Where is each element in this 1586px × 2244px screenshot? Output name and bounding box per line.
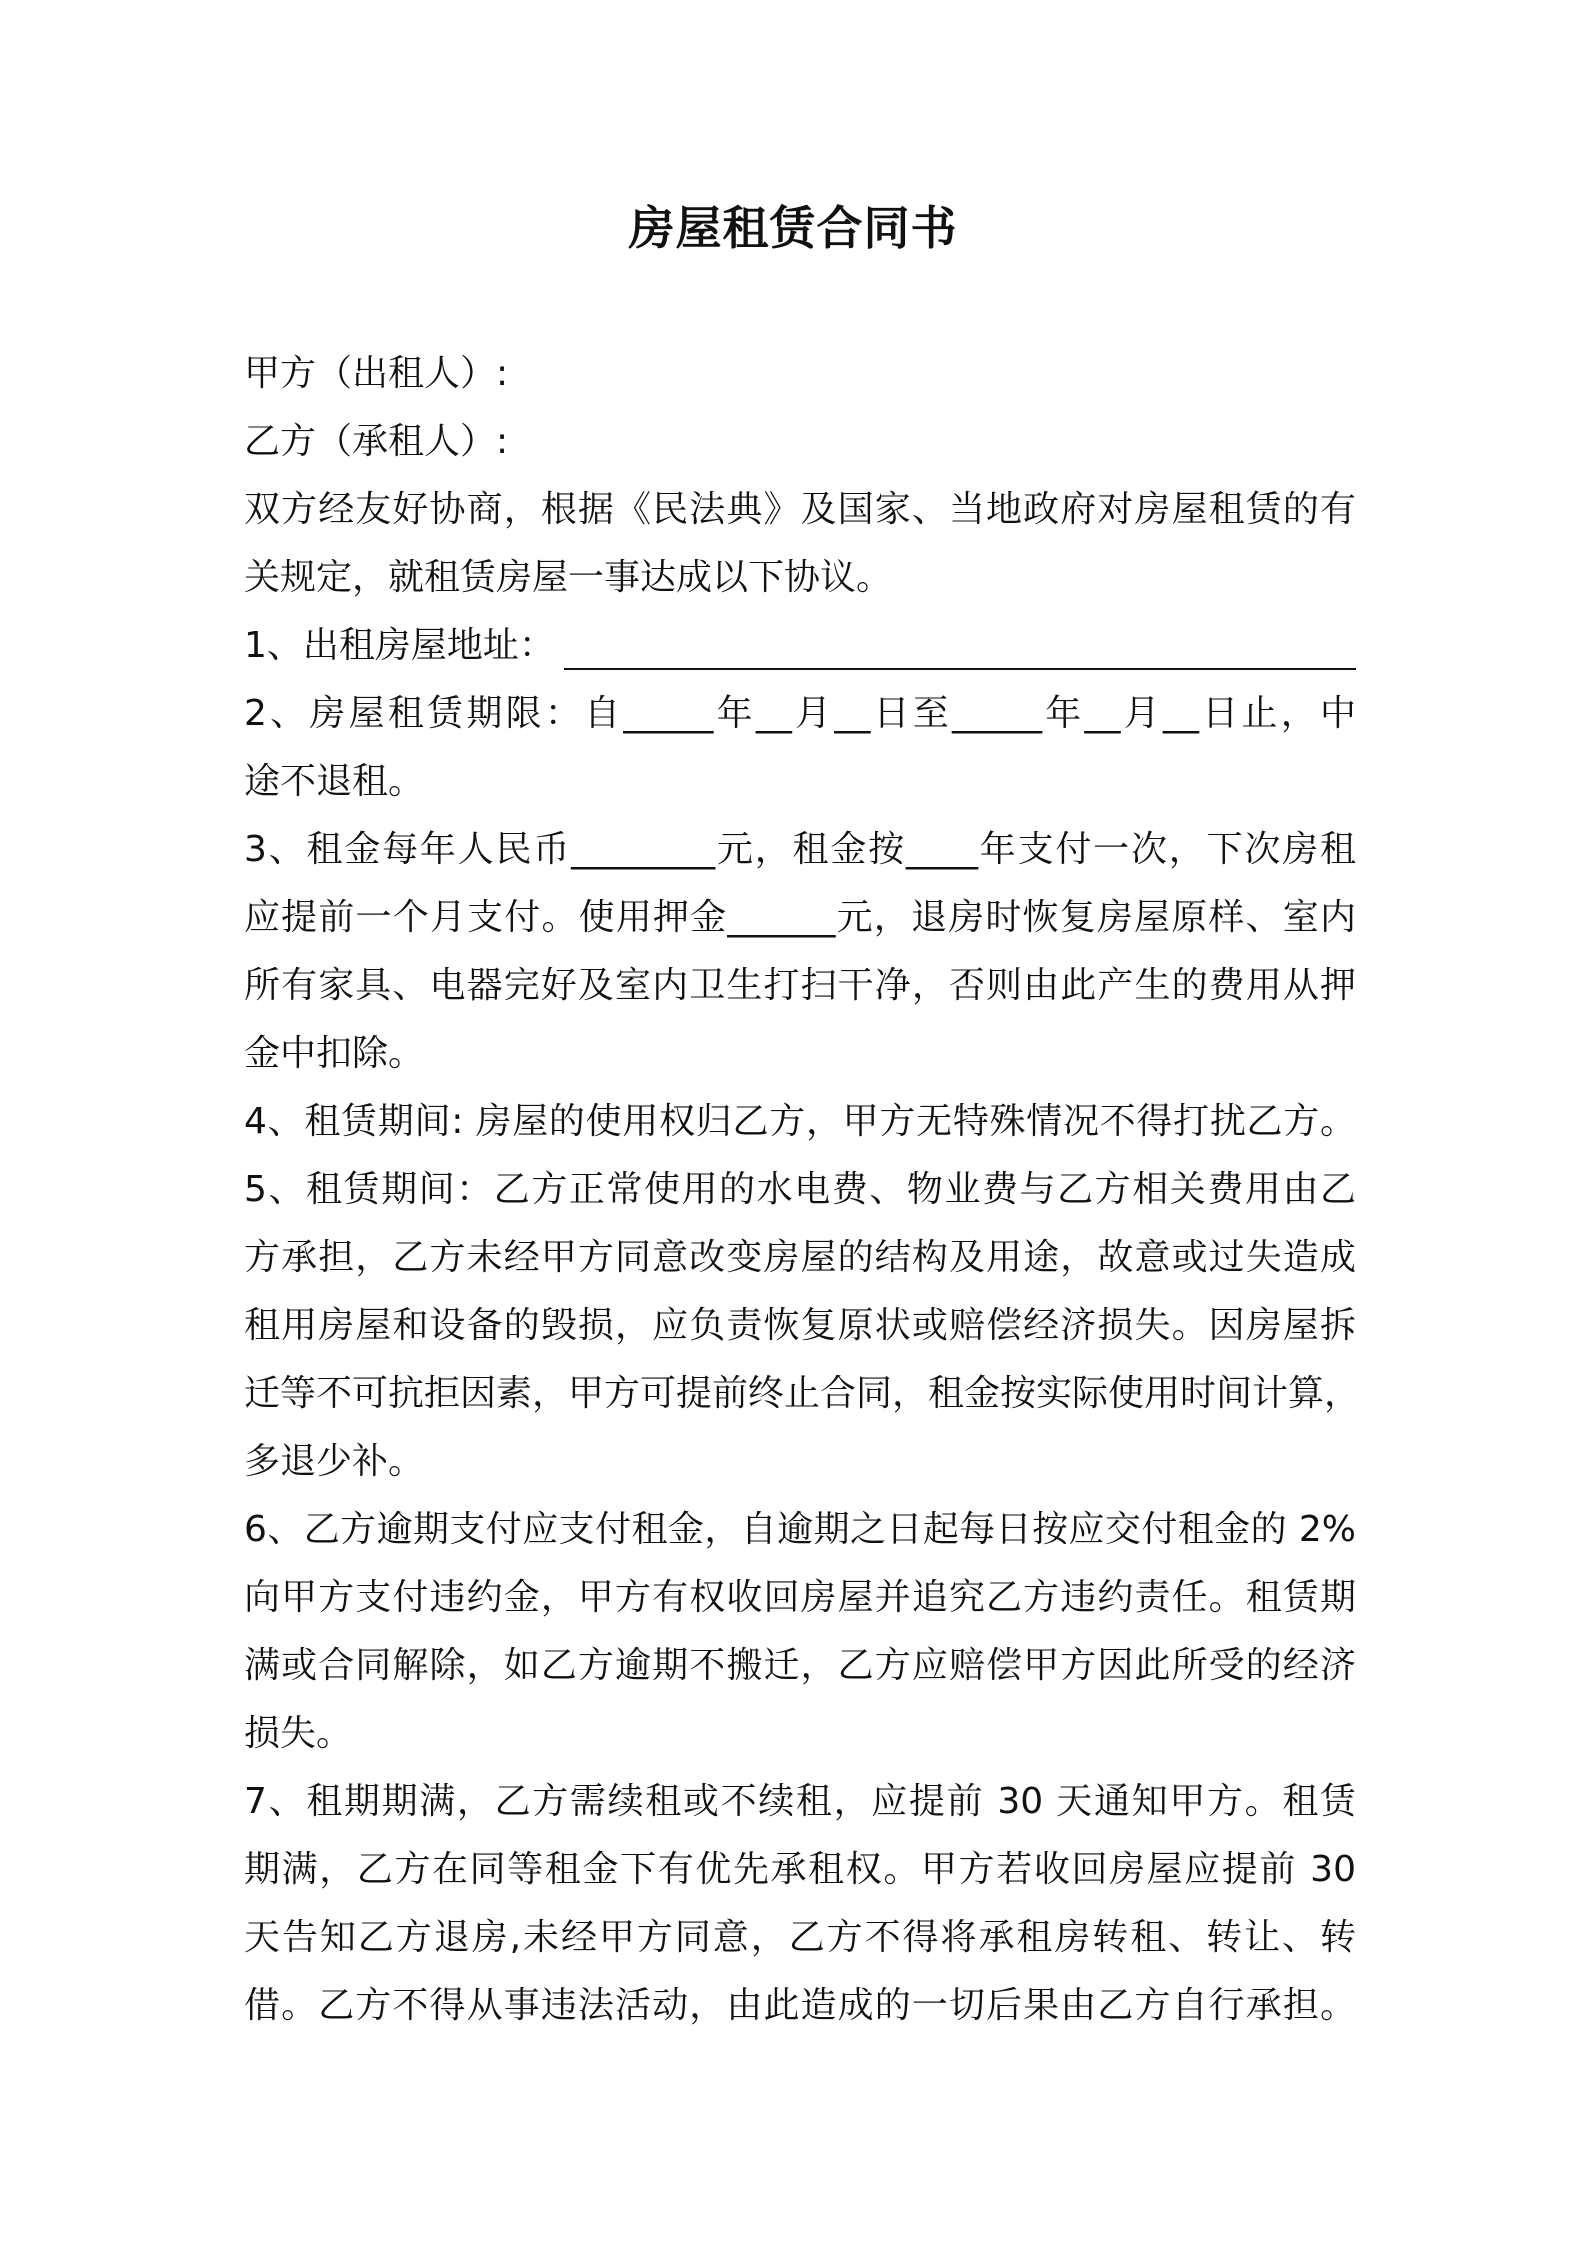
party-a-line: 甲方（出租人）: (244, 353, 509, 394)
clause-6-line-1: 6、乙方逾期支付应支付租金，自逾期之日起每日按应交付租金的 2% (244, 1509, 1356, 1550)
clause-5-line-3: 租用房屋和设备的毁损，应负责恢复原状或赔偿经济损失。因房屋拆 (244, 1305, 1356, 1346)
clause-3-line-2: 应提前一个月支付。使用押金______元，退房时恢复房屋原样、室内 (244, 897, 1356, 938)
clause-5-line-2: 方承担，乙方未经甲方同意改变房屋的结构及用途，故意或过失造成 (244, 1237, 1356, 1278)
clause-5-line-4: 迁等不可抗拒因素，甲方可提前终止合同，租金按实际使用时间计算， (244, 1373, 1361, 1414)
clause-3-line-1: 3、租金每年人民币________元，租金按____年支付一次，下次房租 (244, 829, 1356, 870)
clause-5-line-1: 5、租赁期间：乙方正常使用的水电费、物业费与乙方相关费用由乙 (244, 1169, 1356, 1210)
document-title: 房屋租赁合同书 (628, 201, 958, 255)
preamble-line-1: 双方经友好协商，根据《民法典》及国家、当地政府对房屋租赁的有 (244, 489, 1356, 530)
address-underline (564, 668, 1356, 670)
clause-7-line-4: 借。乙方不得从事违法活动，由此造成的一切后果由乙方自行承担。 (244, 1985, 1356, 2026)
clause-2-line-1: 2、房屋租赁期限：自_____年__月__日至_____年__月__日止，中 (244, 693, 1356, 734)
clause-7-line-2: 期满，乙方在同等租金下有优先承租权。甲方若收回房屋应提前 30 (244, 1849, 1356, 1890)
clause-4-line-1: 4、租赁期间: 房屋的使用权归乙方，甲方无特殊情况不得打扰乙方。 (244, 1101, 1356, 1142)
clause-6-line-3: 满或合同解除，如乙方逾期不搬迁，乙方应赔偿甲方因此所受的经济 (244, 1645, 1356, 1686)
clause-1-address-line (244, 612, 1356, 680)
clause-6-line-2: 向甲方支付违约金，甲方有权收回房屋并追究乙方违约责任。租赁期 (244, 1577, 1356, 1618)
clause-3-line-4: 金中扣除。 (244, 1033, 425, 1074)
clause-7-line-1: 7、租期期满，乙方需续租或不续租，应提前 30 天通知甲方。租赁 (244, 1781, 1356, 1822)
clause-7-line-3: 天告知乙方退房,未经甲方同意，乙方不得将承租房转租、转让、转 (244, 1917, 1356, 1958)
party-b-line: 乙方（承租人）: (244, 421, 509, 462)
clause-3-line-3: 所有家具、电器完好及室内卫生打扫干净，否则由此产生的费用从押 (244, 965, 1356, 1006)
clause-6-line-4: 损失。 (244, 1713, 353, 1754)
document-body (244, 340, 1361, 2040)
preamble-line-2: 关规定，就租赁房屋一事达成以下协议。 (244, 557, 893, 598)
clause-1-label: 1、出租房屋地址： (244, 625, 555, 666)
clause-2-line-2: 途不退租。 (244, 761, 425, 802)
clause-5-line-5: 多退少补。 (244, 1441, 425, 1482)
